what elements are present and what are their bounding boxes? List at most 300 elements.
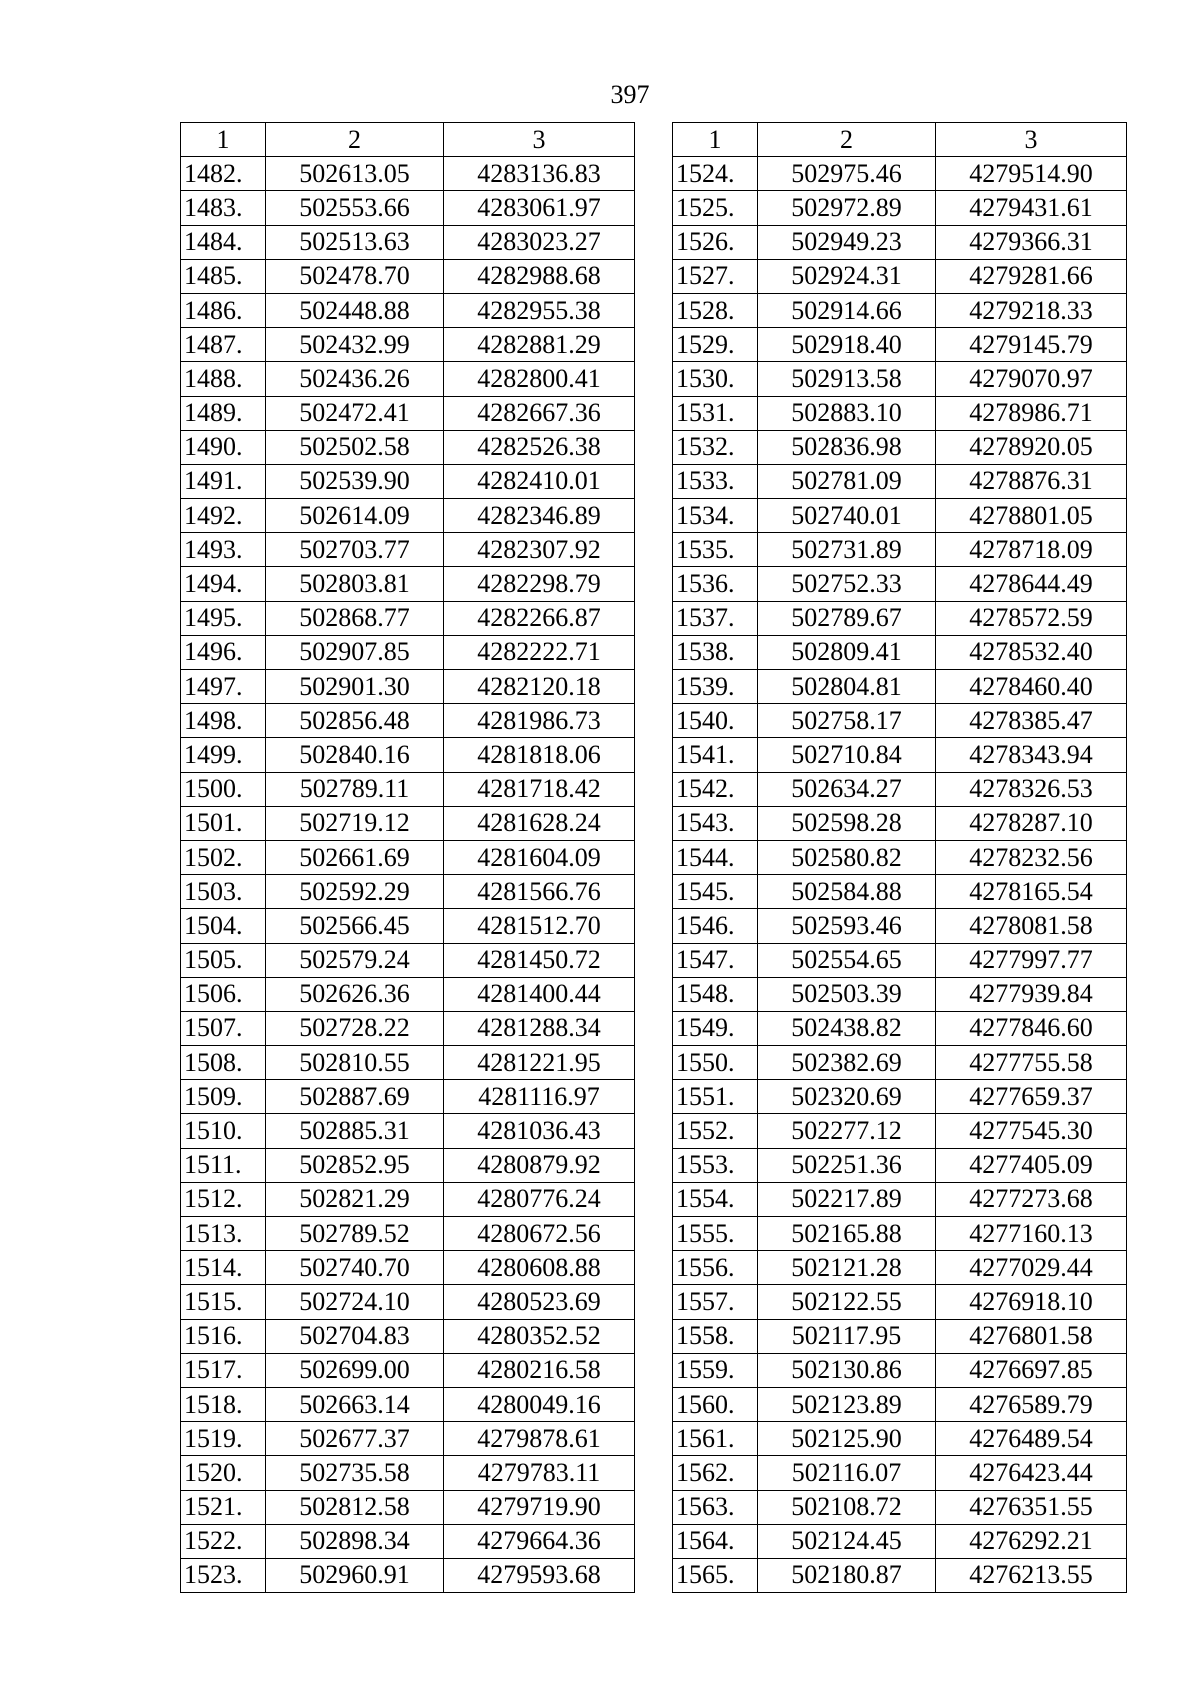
x-coordinate-cell: 502704.83	[266, 1319, 444, 1353]
point-number-cell: 1534.	[673, 499, 758, 533]
table-row	[181, 1148, 635, 1182]
table-row	[181, 875, 635, 909]
table-row	[181, 191, 635, 225]
x-coordinate-cell: 502580.82	[758, 840, 936, 874]
x-coordinate-cell: 502634.27	[758, 772, 936, 806]
x-coordinate-cell: 502108.72	[758, 1490, 936, 1524]
table-row	[181, 1114, 635, 1148]
point-number-cell: 1521.	[181, 1490, 266, 1524]
point-number-cell: 1549.	[673, 1011, 758, 1045]
x-coordinate-cell: 502719.12	[266, 806, 444, 840]
y-coordinate-cell: 4282667.36	[444, 396, 635, 430]
y-coordinate-cell: 4282410.01	[444, 464, 635, 498]
point-number-cell: 1503.	[181, 875, 266, 909]
table-row	[673, 1524, 1127, 1558]
y-coordinate-cell: 4279218.33	[936, 293, 1127, 327]
x-coordinate-cell: 502781.09	[758, 464, 936, 498]
table-header-row	[181, 123, 635, 157]
x-coordinate-cell: 502883.10	[758, 396, 936, 430]
x-coordinate-cell: 502124.45	[758, 1524, 936, 1558]
table-row	[181, 328, 635, 362]
y-coordinate-cell: 4278718.09	[936, 533, 1127, 567]
x-coordinate-cell: 502116.07	[758, 1456, 936, 1490]
point-number-cell: 1548.	[673, 977, 758, 1011]
point-number-cell: 1561.	[673, 1422, 758, 1456]
table-row	[181, 396, 635, 430]
point-number-cell: 1560.	[673, 1387, 758, 1421]
point-number-cell: 1508.	[181, 1046, 266, 1080]
y-coordinate-cell: 4282298.79	[444, 567, 635, 601]
x-coordinate-cell: 502277.12	[758, 1114, 936, 1148]
x-coordinate-cell: 502960.91	[266, 1558, 444, 1592]
table-row	[673, 1114, 1127, 1148]
x-coordinate-cell: 502626.36	[266, 977, 444, 1011]
y-coordinate-cell: 4281450.72	[444, 943, 635, 977]
table-row	[673, 1080, 1127, 1114]
point-number-cell: 1526.	[673, 225, 758, 259]
column-header: 1	[673, 123, 758, 157]
point-number-cell: 1493.	[181, 533, 266, 567]
x-coordinate-cell: 502663.14	[266, 1387, 444, 1421]
y-coordinate-cell: 4279514.90	[936, 157, 1127, 191]
table-row	[181, 738, 635, 772]
point-number-cell: 1496.	[181, 635, 266, 669]
point-number-cell: 1515.	[181, 1285, 266, 1319]
table-row	[181, 293, 635, 327]
point-number-cell: 1545.	[673, 875, 758, 909]
y-coordinate-cell: 4278644.49	[936, 567, 1127, 601]
x-coordinate-cell: 502740.70	[266, 1251, 444, 1285]
y-coordinate-cell: 4280672.56	[444, 1217, 635, 1251]
y-coordinate-cell: 4282800.41	[444, 362, 635, 396]
y-coordinate-cell: 4276801.58	[936, 1319, 1127, 1353]
table-row	[673, 328, 1127, 362]
x-coordinate-cell: 502598.28	[758, 806, 936, 840]
x-coordinate-cell: 502699.00	[266, 1353, 444, 1387]
table-row	[181, 157, 635, 191]
y-coordinate-cell: 4278532.40	[936, 635, 1127, 669]
table-row	[673, 601, 1127, 635]
table-row	[673, 635, 1127, 669]
y-coordinate-cell: 4279593.68	[444, 1558, 635, 1592]
x-coordinate-cell: 502740.01	[758, 499, 936, 533]
table-row	[673, 191, 1127, 225]
y-coordinate-cell: 4280879.92	[444, 1148, 635, 1182]
table-row	[181, 1182, 635, 1216]
point-number-cell: 1550.	[673, 1046, 758, 1080]
point-number-cell: 1554.	[673, 1182, 758, 1216]
column-header: 2	[266, 123, 444, 157]
x-coordinate-cell: 502887.69	[266, 1080, 444, 1114]
table-row	[673, 977, 1127, 1011]
y-coordinate-cell: 4277659.37	[936, 1080, 1127, 1114]
point-number-cell: 1530.	[673, 362, 758, 396]
x-coordinate-cell: 502123.89	[758, 1387, 936, 1421]
x-coordinate-cell: 502584.88	[758, 875, 936, 909]
y-coordinate-cell: 4281718.42	[444, 772, 635, 806]
x-coordinate-cell: 502812.58	[266, 1490, 444, 1524]
table-row	[673, 225, 1127, 259]
x-coordinate-cell: 502731.89	[758, 533, 936, 567]
x-coordinate-cell: 502539.90	[266, 464, 444, 498]
y-coordinate-cell: 4279664.36	[444, 1524, 635, 1558]
point-number-cell: 1525.	[673, 191, 758, 225]
point-number-cell: 1485.	[181, 259, 266, 293]
point-number-cell: 1483.	[181, 191, 266, 225]
table-row	[181, 772, 635, 806]
y-coordinate-cell: 4276292.21	[936, 1524, 1127, 1558]
table-row	[673, 875, 1127, 909]
point-number-cell: 1510.	[181, 1114, 266, 1148]
x-coordinate-cell: 502122.55	[758, 1285, 936, 1319]
x-coordinate-cell: 502898.34	[266, 1524, 444, 1558]
table-row	[181, 1217, 635, 1251]
table-row	[181, 1011, 635, 1045]
point-number-cell: 1516.	[181, 1319, 266, 1353]
point-number-cell: 1488.	[181, 362, 266, 396]
y-coordinate-cell: 4281818.06	[444, 738, 635, 772]
y-coordinate-cell: 4278801.05	[936, 499, 1127, 533]
y-coordinate-cell: 4282955.38	[444, 293, 635, 327]
x-coordinate-cell: 502758.17	[758, 704, 936, 738]
point-number-cell: 1553.	[673, 1148, 758, 1182]
x-coordinate-cell: 502703.77	[266, 533, 444, 567]
table-row	[181, 259, 635, 293]
point-number-cell: 1518.	[181, 1387, 266, 1421]
x-coordinate-cell: 502472.41	[266, 396, 444, 430]
table-row	[673, 533, 1127, 567]
y-coordinate-cell: 4278343.94	[936, 738, 1127, 772]
point-number-cell: 1513.	[181, 1217, 266, 1251]
point-number-cell: 1489.	[181, 396, 266, 430]
y-coordinate-cell: 4279878.61	[444, 1422, 635, 1456]
y-coordinate-cell: 4279070.97	[936, 362, 1127, 396]
table-row	[181, 1080, 635, 1114]
x-coordinate-cell: 502180.87	[758, 1558, 936, 1592]
x-coordinate-cell: 502752.33	[758, 567, 936, 601]
point-number-cell: 1551.	[673, 1080, 758, 1114]
table-row	[181, 1422, 635, 1456]
y-coordinate-cell: 4278920.05	[936, 430, 1127, 464]
x-coordinate-cell: 502924.31	[758, 259, 936, 293]
x-coordinate-cell: 502918.40	[758, 328, 936, 362]
point-number-cell: 1490.	[181, 430, 266, 464]
y-coordinate-cell: 4282266.87	[444, 601, 635, 635]
table-row	[673, 704, 1127, 738]
x-coordinate-cell: 502566.45	[266, 909, 444, 943]
y-coordinate-cell: 4277273.68	[936, 1182, 1127, 1216]
table-row	[181, 567, 635, 601]
x-coordinate-cell: 502852.95	[266, 1148, 444, 1182]
x-coordinate-cell: 502436.26	[266, 362, 444, 396]
y-coordinate-cell: 4283136.83	[444, 157, 635, 191]
y-coordinate-cell: 4281566.76	[444, 875, 635, 909]
point-number-cell: 1529.	[673, 328, 758, 362]
point-number-cell: 1498.	[181, 704, 266, 738]
x-coordinate-cell: 502613.05	[266, 157, 444, 191]
table-row	[181, 464, 635, 498]
y-coordinate-cell: 4278081.58	[936, 909, 1127, 943]
x-coordinate-cell: 502593.46	[758, 909, 936, 943]
x-coordinate-cell: 502856.48	[266, 704, 444, 738]
point-number-cell: 1533.	[673, 464, 758, 498]
y-coordinate-cell: 4278460.40	[936, 670, 1127, 704]
table-row	[181, 1524, 635, 1558]
table-row	[673, 430, 1127, 464]
x-coordinate-cell: 502478.70	[266, 259, 444, 293]
y-coordinate-cell: 4282120.18	[444, 670, 635, 704]
table-row	[181, 1046, 635, 1080]
table-row	[673, 670, 1127, 704]
table-row	[673, 943, 1127, 977]
table-row	[673, 772, 1127, 806]
point-number-cell: 1538.	[673, 635, 758, 669]
x-coordinate-cell: 502907.85	[266, 635, 444, 669]
table-row	[673, 259, 1127, 293]
x-coordinate-cell: 502914.66	[758, 293, 936, 327]
table-row	[673, 1319, 1127, 1353]
y-coordinate-cell: 4279783.11	[444, 1456, 635, 1490]
point-number-cell: 1557.	[673, 1285, 758, 1319]
y-coordinate-cell: 4277997.77	[936, 943, 1127, 977]
y-coordinate-cell: 4278385.47	[936, 704, 1127, 738]
y-coordinate-cell: 4276423.44	[936, 1456, 1127, 1490]
x-coordinate-cell: 502513.63	[266, 225, 444, 259]
x-coordinate-cell: 502789.52	[266, 1217, 444, 1251]
x-coordinate-cell: 502165.88	[758, 1217, 936, 1251]
x-coordinate-cell: 502821.29	[266, 1182, 444, 1216]
point-number-cell: 1563.	[673, 1490, 758, 1524]
table-row	[673, 1456, 1127, 1490]
table-row	[181, 670, 635, 704]
y-coordinate-cell: 4281221.95	[444, 1046, 635, 1080]
point-number-cell: 1555.	[673, 1217, 758, 1251]
x-coordinate-cell: 502448.88	[266, 293, 444, 327]
y-coordinate-cell: 4278287.10	[936, 806, 1127, 840]
point-number-cell: 1514.	[181, 1251, 266, 1285]
point-number-cell: 1544.	[673, 840, 758, 874]
x-coordinate-cell: 502728.22	[266, 1011, 444, 1045]
point-number-cell: 1504.	[181, 909, 266, 943]
point-number-cell: 1522.	[181, 1524, 266, 1558]
x-coordinate-cell: 502901.30	[266, 670, 444, 704]
table-row	[673, 1182, 1127, 1216]
table-row	[181, 1558, 635, 1592]
y-coordinate-cell: 4280049.16	[444, 1387, 635, 1421]
point-number-cell: 1499.	[181, 738, 266, 772]
y-coordinate-cell: 4282988.68	[444, 259, 635, 293]
table-row	[181, 704, 635, 738]
y-coordinate-cell: 4278876.31	[936, 464, 1127, 498]
x-coordinate-cell: 502121.28	[758, 1251, 936, 1285]
point-number-cell: 1542.	[673, 772, 758, 806]
x-coordinate-cell: 502836.98	[758, 430, 936, 464]
x-coordinate-cell: 502949.23	[758, 225, 936, 259]
x-coordinate-cell: 502382.69	[758, 1046, 936, 1080]
y-coordinate-cell: 4276918.10	[936, 1285, 1127, 1319]
table-row	[673, 840, 1127, 874]
y-coordinate-cell: 4282526.38	[444, 430, 635, 464]
table-row	[181, 225, 635, 259]
x-coordinate-cell: 502554.65	[758, 943, 936, 977]
y-coordinate-cell: 4282346.89	[444, 499, 635, 533]
point-number-cell: 1511.	[181, 1148, 266, 1182]
y-coordinate-cell: 4277160.13	[936, 1217, 1127, 1251]
x-coordinate-cell: 502804.81	[758, 670, 936, 704]
y-coordinate-cell: 4279366.31	[936, 225, 1127, 259]
table-row	[673, 1353, 1127, 1387]
point-number-cell: 1537.	[673, 601, 758, 635]
x-coordinate-cell: 502840.16	[266, 738, 444, 772]
point-number-cell: 1541.	[673, 738, 758, 772]
point-number-cell: 1487.	[181, 328, 266, 362]
point-number-cell: 1517.	[181, 1353, 266, 1387]
point-number-cell: 1505.	[181, 943, 266, 977]
point-number-cell: 1520.	[181, 1456, 266, 1490]
point-number-cell: 1559.	[673, 1353, 758, 1387]
x-coordinate-cell: 502789.67	[758, 601, 936, 635]
y-coordinate-cell: 4276489.54	[936, 1422, 1127, 1456]
x-coordinate-cell: 502592.29	[266, 875, 444, 909]
coordinates-table-left	[180, 122, 635, 1593]
table-row	[181, 635, 635, 669]
point-number-cell: 1562.	[673, 1456, 758, 1490]
table-row	[673, 909, 1127, 943]
table-row	[181, 840, 635, 874]
x-coordinate-cell: 502117.95	[758, 1319, 936, 1353]
point-number-cell: 1501.	[181, 806, 266, 840]
y-coordinate-cell: 4283061.97	[444, 191, 635, 225]
point-number-cell: 1546.	[673, 909, 758, 943]
point-number-cell: 1556.	[673, 1251, 758, 1285]
table-row	[181, 533, 635, 567]
coordinates-table-right	[672, 122, 1127, 1593]
x-coordinate-cell: 502789.11	[266, 772, 444, 806]
y-coordinate-cell: 4280608.88	[444, 1251, 635, 1285]
point-number-cell: 1564.	[673, 1524, 758, 1558]
table-row	[673, 1046, 1127, 1080]
table-row	[181, 1456, 635, 1490]
table-row	[181, 909, 635, 943]
y-coordinate-cell: 4280352.52	[444, 1319, 635, 1353]
table-row	[673, 1011, 1127, 1045]
column-header: 3	[444, 123, 635, 157]
x-coordinate-cell: 502579.24	[266, 943, 444, 977]
point-number-cell: 1484.	[181, 225, 266, 259]
table-row	[181, 1285, 635, 1319]
table-row	[181, 1490, 635, 1524]
y-coordinate-cell: 4281512.70	[444, 909, 635, 943]
point-number-cell: 1543.	[673, 806, 758, 840]
table-header-row	[673, 123, 1127, 157]
table-row	[181, 1387, 635, 1421]
x-coordinate-cell: 502868.77	[266, 601, 444, 635]
point-number-cell: 1536.	[673, 567, 758, 601]
point-number-cell: 1486.	[181, 293, 266, 327]
table-row	[673, 1387, 1127, 1421]
table-row	[181, 362, 635, 396]
x-coordinate-cell: 502503.39	[758, 977, 936, 1011]
y-coordinate-cell: 4277405.09	[936, 1148, 1127, 1182]
y-coordinate-cell: 4281400.44	[444, 977, 635, 1011]
y-coordinate-cell: 4276589.79	[936, 1387, 1127, 1421]
y-coordinate-cell: 4281604.09	[444, 840, 635, 874]
point-number-cell: 1523.	[181, 1558, 266, 1592]
point-number-cell: 1492.	[181, 499, 266, 533]
y-coordinate-cell: 4278165.54	[936, 875, 1127, 909]
x-coordinate-cell: 502438.82	[758, 1011, 936, 1045]
point-number-cell: 1552.	[673, 1114, 758, 1148]
y-coordinate-cell: 4281628.24	[444, 806, 635, 840]
y-coordinate-cell: 4280216.58	[444, 1353, 635, 1387]
x-coordinate-cell: 502803.81	[266, 567, 444, 601]
y-coordinate-cell: 4277545.30	[936, 1114, 1127, 1148]
x-coordinate-cell: 502810.55	[266, 1046, 444, 1080]
table-row	[673, 1251, 1127, 1285]
point-number-cell: 1528.	[673, 293, 758, 327]
point-number-cell: 1547.	[673, 943, 758, 977]
point-number-cell: 1535.	[673, 533, 758, 567]
y-coordinate-cell: 4282222.71	[444, 635, 635, 669]
y-coordinate-cell: 4276351.55	[936, 1490, 1127, 1524]
point-number-cell: 1495.	[181, 601, 266, 635]
x-coordinate-cell: 502735.58	[266, 1456, 444, 1490]
table-row	[673, 464, 1127, 498]
table-row	[673, 293, 1127, 327]
x-coordinate-cell: 502885.31	[266, 1114, 444, 1148]
y-coordinate-cell: 4278986.71	[936, 396, 1127, 430]
y-coordinate-cell: 4276213.55	[936, 1558, 1127, 1592]
y-coordinate-cell: 4281036.43	[444, 1114, 635, 1148]
table-row	[181, 806, 635, 840]
table-row	[673, 1285, 1127, 1319]
x-coordinate-cell: 502217.89	[758, 1182, 936, 1216]
x-coordinate-cell: 502809.41	[758, 635, 936, 669]
y-coordinate-cell: 4280523.69	[444, 1285, 635, 1319]
y-coordinate-cell: 4282307.92	[444, 533, 635, 567]
point-number-cell: 1502.	[181, 840, 266, 874]
page-number: 397	[610, 80, 650, 109]
point-number-cell: 1524.	[673, 157, 758, 191]
y-coordinate-cell: 4281986.73	[444, 704, 635, 738]
x-coordinate-cell: 502972.89	[758, 191, 936, 225]
table-row	[673, 1490, 1127, 1524]
point-number-cell: 1512.	[181, 1182, 266, 1216]
y-coordinate-cell: 4279719.90	[444, 1490, 635, 1524]
point-number-cell: 1506.	[181, 977, 266, 1011]
point-number-cell: 1527.	[673, 259, 758, 293]
x-coordinate-cell: 502614.09	[266, 499, 444, 533]
point-number-cell: 1565.	[673, 1558, 758, 1592]
y-coordinate-cell: 4279145.79	[936, 328, 1127, 362]
point-number-cell: 1500.	[181, 772, 266, 806]
table-row	[181, 1251, 635, 1285]
y-coordinate-cell: 4282881.29	[444, 328, 635, 362]
x-coordinate-cell: 502432.99	[266, 328, 444, 362]
point-number-cell: 1519.	[181, 1422, 266, 1456]
table-row	[673, 1217, 1127, 1251]
x-coordinate-cell: 502320.69	[758, 1080, 936, 1114]
y-coordinate-cell: 4281116.97	[444, 1080, 635, 1114]
x-coordinate-cell: 502502.58	[266, 430, 444, 464]
table-row	[673, 362, 1127, 396]
table-row	[673, 1422, 1127, 1456]
x-coordinate-cell: 502677.37	[266, 1422, 444, 1456]
point-number-cell: 1540.	[673, 704, 758, 738]
x-coordinate-cell: 502251.36	[758, 1148, 936, 1182]
y-coordinate-cell: 4281288.34	[444, 1011, 635, 1045]
point-number-cell: 1539.	[673, 670, 758, 704]
